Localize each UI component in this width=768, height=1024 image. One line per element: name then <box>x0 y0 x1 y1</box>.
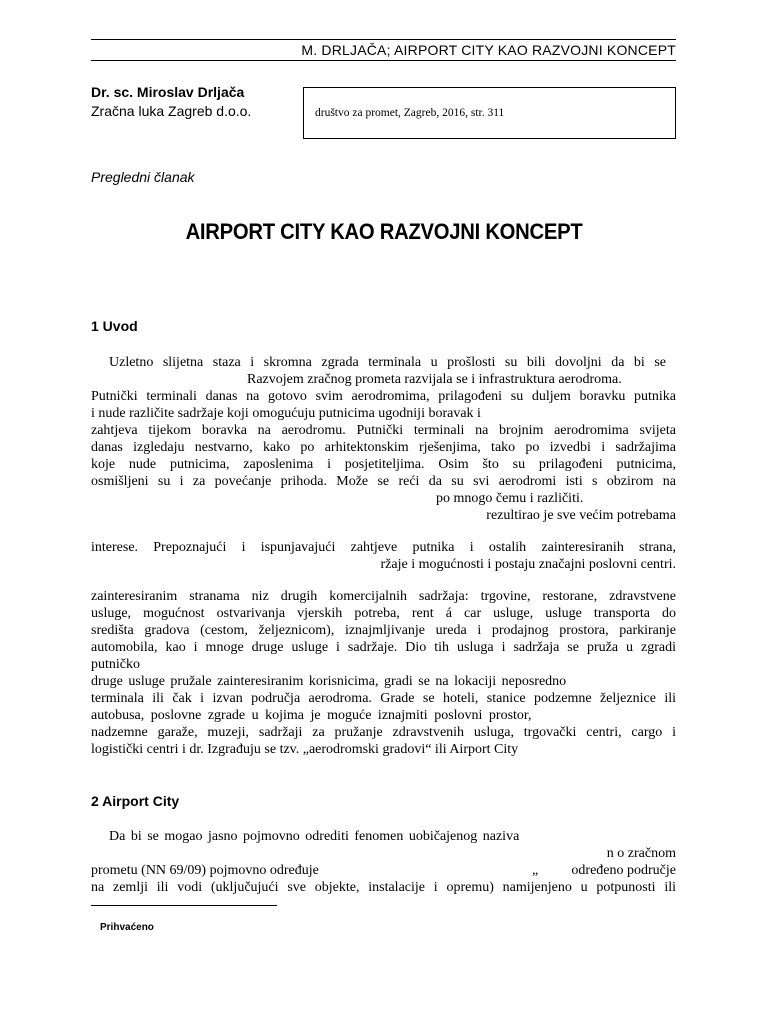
body-line: na zemlji ili vodi (uključujući sve objekte, instalacije i opremu) namijenjeno u potpunosti ili <box>91 880 676 895</box>
body-line: druge usluge pružale zainteresiranim korisnicima, gradi se na lokaciji neposredno <box>91 674 567 689</box>
body-line: osmišljeni su i za povećanje prihoda. Može se reći da su svi aerodromi isti s obzirom na <box>91 474 676 489</box>
body-line: zainteresiranim stranama niz drugih komercijalnih sadržaja: trgovine, restorane, zdravstvene <box>91 589 676 604</box>
header-top-rule <box>91 39 676 40</box>
footnote-label: Prihvaćeno <box>100 922 154 933</box>
body-line: autobusa, poslovne zgrade u kojima je moguće iznajmiti poslovni prostor, <box>91 708 532 723</box>
author-name: Dr. sc. Miroslav Drljača <box>91 84 245 100</box>
body-line: prometu (NN 69/09) pojmovno određuje <box>91 863 319 878</box>
body-line: po mnogo čemu i različiti. <box>436 491 584 506</box>
body-line: nadzemne garaže, muzeji, sadržaji za pružanje zdravstvenih usluga, trgovački centri, cargo i <box>91 725 676 740</box>
body-line: danas izgledaju nestvarno, kako po arhitektonskim rješenjima, tako po izvedbi i sadržajima <box>91 440 676 455</box>
citation-box <box>303 87 676 139</box>
article-title: AIRPORT CITY KAO RAZVOJNI KONCEPT <box>185 219 583 244</box>
header-bottom-rule <box>91 60 676 61</box>
body-line: putničko <box>91 657 140 672</box>
body-line: Da bi se mogao jasno pojmovno odrediti fenomen uobičajenog naziva <box>109 829 520 844</box>
section-heading-airport-city: 2 Airport City <box>91 793 180 809</box>
body-line: Putnički terminali danas na gotovo svim aerodromima, prilagođeni su duljem boravku putnika <box>91 389 676 404</box>
body-line: „ <box>532 863 539 878</box>
body-line: i nude različite sadržaje koji omogućuju putnicima ugodniji boravak i <box>91 406 481 421</box>
body-line: Razvojem zračnog prometa razvijala se i infrastruktura aerodroma. <box>247 372 622 387</box>
body-line: ržaje i mogućnosti i postaju značajni poslovni centri. <box>380 557 676 572</box>
article-type: Pregledni članak <box>91 169 195 185</box>
body-line: automobila, kao i mnoge druge usluge i sadržaje. Dio tih usluga i sadržaja se pruža u zgradi <box>91 640 676 655</box>
body-line: n o zračnom <box>606 846 676 861</box>
body-line: zahtjeva tijekom boravka na aerodromu. Putnički terminali na brojnim aerodromima svijeta <box>91 423 676 438</box>
section-heading-uvod: 1 Uvod <box>91 318 138 334</box>
body-line: određeno područje <box>571 863 676 878</box>
running-title: M. DRLJAČA; AIRPORT CITY KAO RAZVOJNI KONCEPT <box>301 42 676 58</box>
body-line: središta gradova (cestom, željeznicom), iznajmljivanje ureda i prodajnog prostora, parkiranje <box>91 623 676 638</box>
body-line: terminala ili čak i izvan područja aerodroma. Grade se hoteli, stanice podzemne željeznice ili <box>91 691 676 706</box>
footnote-separator <box>91 905 277 906</box>
author-affiliation: Zračna luka Zagreb d.o.o. <box>91 103 252 119</box>
body-line: koje nude putnicima, zaposlenima i posjetiteljima. Osim što su prilagođeni putnicima, <box>91 457 676 472</box>
body-line: logistički centri i dr. Izgrađuju se tzv. „aerodromski gradovi“ ili Airport City <box>91 742 519 757</box>
body-line: interese. Prepoznajući i ispunjavajući zahtjeve putnika i ostalih zainteresiranih strana, <box>91 540 676 555</box>
body-line: rezultirao je sve većim potrebama <box>486 508 676 523</box>
citation-text: društvo za promet, Zagreb, 2016, str. 311 <box>315 107 505 119</box>
body-line: usluge, mogućnost ostvarivanja vjerskih potreba, rent á car usluge, usluge transporta do <box>91 606 676 621</box>
body-line: Uzletno slijetna staza i skromna zgrada terminala u prošlosti su bili dovoljni da bi se <box>109 355 666 370</box>
